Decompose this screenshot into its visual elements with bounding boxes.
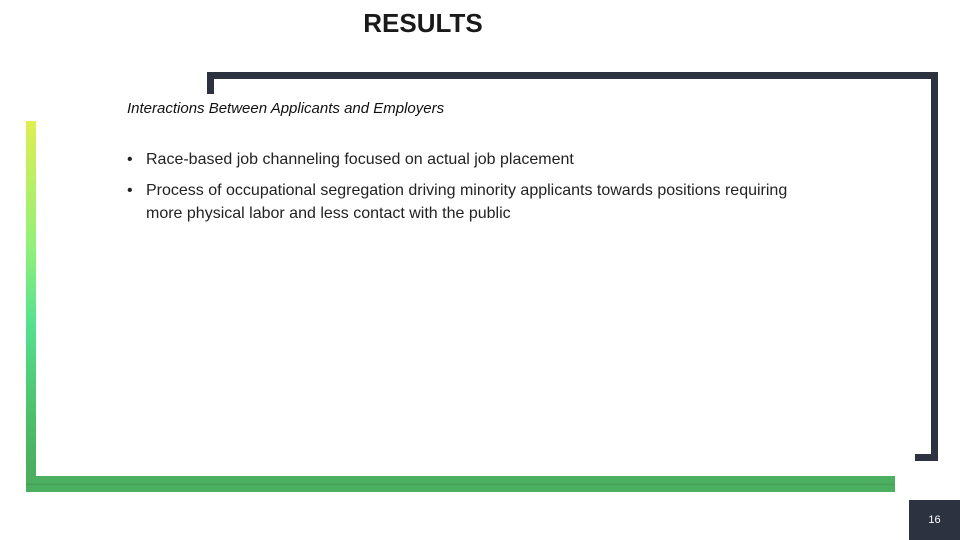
frame-left-stub — [207, 72, 214, 94]
frame-top-bar — [207, 72, 938, 79]
bullet-item — [127, 148, 827, 171]
gradient-left-bar — [26, 121, 36, 492]
bullet-dot: • — [127, 182, 133, 199]
bullet-text: Race-based job channeling focused on actual job placement — [146, 151, 574, 168]
page-number: 16 — [928, 514, 941, 526]
gradient-bottom-bar — [26, 476, 895, 492]
slide-subtitle: Interactions Between Applicants and Employers — [127, 100, 445, 117]
bullet-text: Process of occupational segregation driving minority applicants towards positions requiring more physical labor and less contact with the public — [146, 182, 788, 222]
page-number-box — [909, 500, 960, 540]
bullet-list — [127, 148, 827, 233]
slide-title: RESULTS — [363, 8, 483, 38]
frame-right-bar — [931, 72, 938, 461]
bullet-item — [127, 179, 827, 225]
frame-right-foot — [915, 454, 938, 461]
bullet-dot: • — [127, 151, 133, 168]
